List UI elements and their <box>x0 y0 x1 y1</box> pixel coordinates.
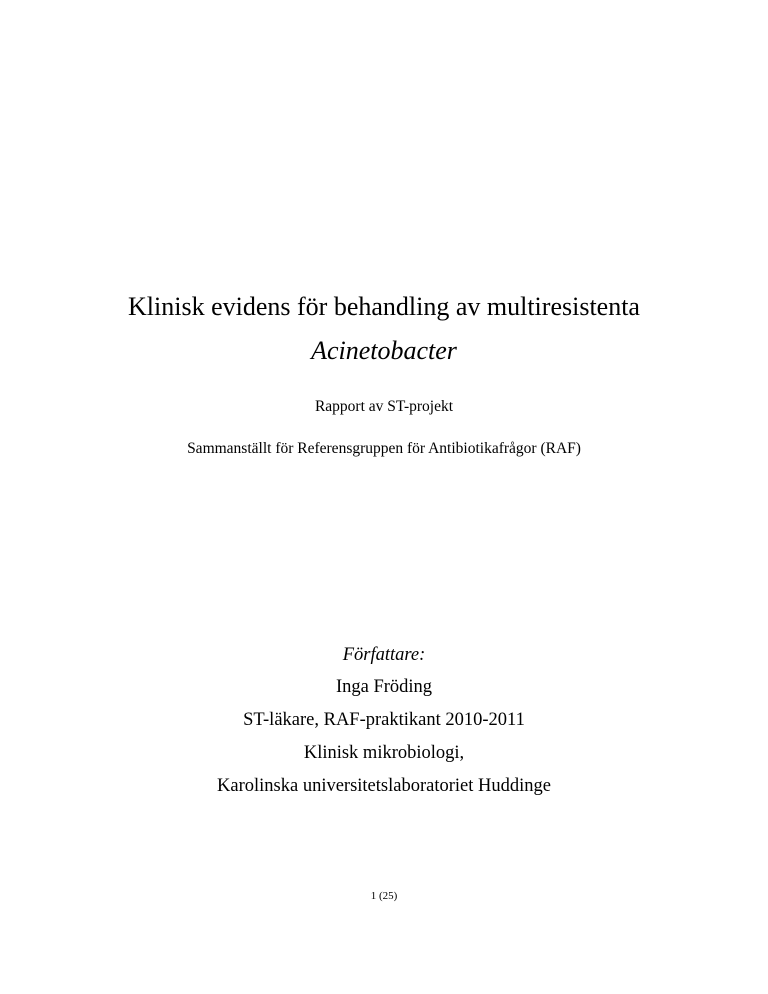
subtitle: Rapport av ST-projekt <box>314 398 454 415</box>
department: Klinisk mikrobiologi, <box>303 743 465 763</box>
author-label: Författare: <box>342 645 426 665</box>
institution: Karolinska universitetslaboratoriet Huddinge <box>217 776 551 796</box>
page-number: 1 (25) <box>370 890 398 902</box>
title-line-2: Acinetobacter <box>311 336 457 365</box>
title-line-1: Klinisk evidens för behandling av multiresistenta <box>128 292 640 321</box>
author-name: Inga Fröding <box>335 677 433 697</box>
compiled-for: Sammanställt för Referensgruppen för Antibiotikafrågor (RAF) <box>187 440 581 457</box>
author-role: ST-läkare, RAF-praktikant 2010-2011 <box>243 710 525 730</box>
